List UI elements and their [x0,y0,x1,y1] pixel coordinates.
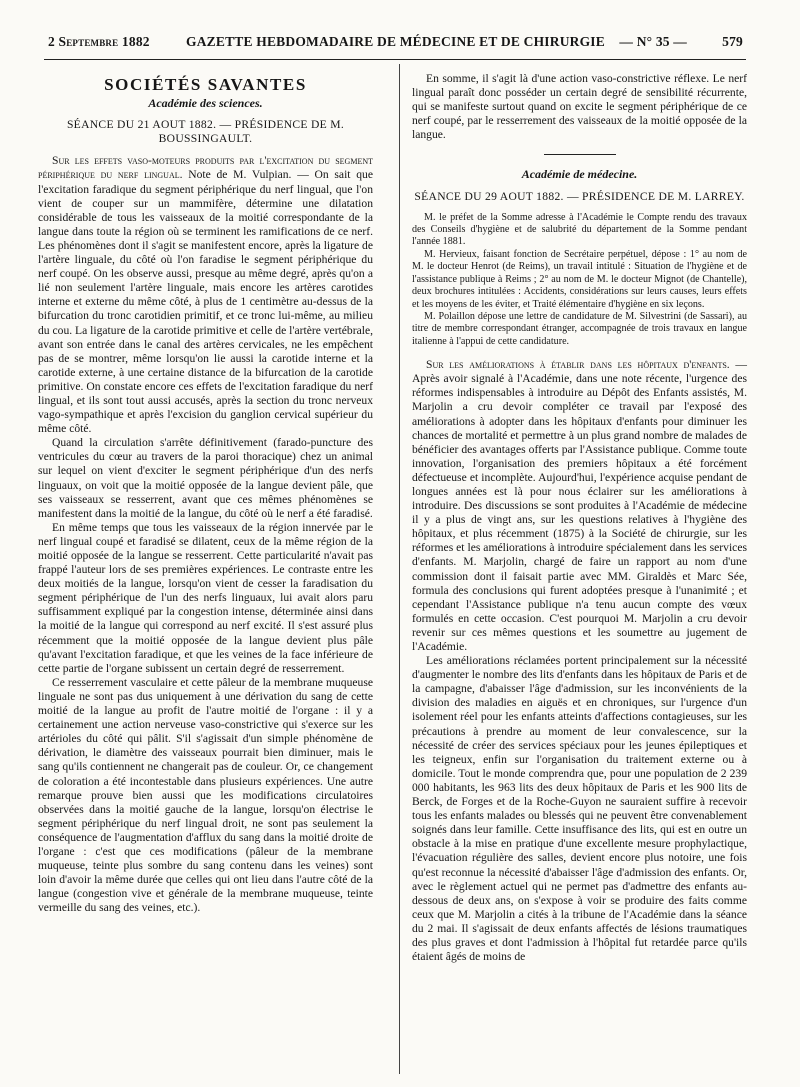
header-issue-number: — N° 35 — [619,34,687,49]
paragraph-text: — On sait que l'excitation faradique du segment périphérique du nerf lingual, que l'on vient de couper sur un mammifère, détermine une dilatation considérable de tous les vaisseaux de la moitié correspondante de la langue dans toute la région où se terminent les ramifications de ce nerf. Les phénomènes dont il s'agit se manifestent encore, après la ligature de l'artère linguale, du côté où l'on faradise le segment périphérique du nerf coupé. On les observe aussi, presque au même degré, après qu'on a lié non seulement l'artère linguale, mais encore les artères carotides interne et externe du même côté, à plus de 1 centimètre au-dessus de la bifurcation du tronc carotidien primitif, et ce tronc lui-même, au milieu du cou. La ligature de la carotide primitive et celle de l'artère vertébrale, avant son entrée dans le canal des artères cervicales, ne les empêchent pas de se montrer, même lorsqu'on lie aussi la carotide interne et la carotide externe, à une certaine distance de la bifurcation de la carotide primitive. On constate encore ces effets de l'excitation faradique du nerf lingual, et ils sont tout aussi accusés, après la section du tronc nerveux vago-sympathique et après l'excision du ganglion cervical supérieur du même côté. [38,168,373,436]
correspondence-item: M. le préfet de la Somme adresse à l'Académie le Compte rendu des travaux des Conseils d'hygiène et de salubrité du département de la Somme pendant l'année 1881. [412,211,747,248]
paragraph-text: — Après avoir signalé à l'Académie, dans une note récente, l'urgence des réformes indispensables à introduire au Dépôt des Enfants assistés, M. Marjolin a cru devoir compléter ce travail par l'exposé des améliorations à adopter dans les hôpitaux d'enfants pour diminuer les chances de mortalité et permettre à un plus grand nombre de malades de bénéficier des avantages offerts par l'Assistance publique. Comme toute innovation, l'organisation des premiers hôpitaux a été forcément défectueuse et incomplète. Aujourd'hui, l'expérience acquise pendant de longues années est là pour nous éclairer sur les améliorations à introduire. Des discussions se sont produites à l'Académie de médecine il y a plus de vingt ans, sur les questions relatives à l'hygiène des hôpitaux, et plus récemment (1875) à la Société de chirurgie, sur les réformes et les améliorations à introduire spécialement dans les services d'enfants. M. Marjolin, chargé de faire un rapport au nom d'une commission dont il faisait partie avec MM. Giraldès et Marc Sée, formula des conclusions qui furent adoptées presque à l'unanimité ; et cependant l'Assistance publique n'a tenu aucun compte des vœux formulés en cette occasion. C'est pourquoi M. Marjolin a cru devoir revenir sur ces mêmes questions et les soumettre au jugement de l'Académie. [412,358,747,653]
seance-line: SÉANCE DU 29 AOUT 1882. — PRÉSIDENCE DE M. LARREY. [414,189,745,203]
article-title: Sur les effets vaso-moteurs produits par l'excitation du segment périphérique du nerf lingual. [38,154,373,182]
article-title: Sur les améliorations à établir dans les hôpitaux d'enfants. [426,358,730,372]
header-date: 2 Septembre 1882 [48,34,150,49]
separator-rule [544,154,616,155]
correspondence-block [412,212,747,348]
society-title: Académie de médecine. [521,167,638,182]
header-rule [44,59,746,60]
left-column [38,72,373,915]
spacer [412,348,747,358]
column-divider [399,64,400,1074]
paragraph: En même temps que tous les vaisseaux de la région innervée par le nerf lingual coupé et faradisé se dilatent, ceux de la même région de la moitié opposée de la langue se resserrent. Cette particularité n'avait pas frappé l'auteur lors de ses premières expériences. Le contraste entre les deux moitiés de la langue, lorsqu'on vient de cesser la faradisation du segment périphérique de l'un des nerfs linguaux, lui avait alors paru suffisamment expliqué par la congestion intense, déterminée ainsi dans la moitié de la langue qui correspond au nerf excité. Il s'est assuré plus récemment que la moitié opposée de la langue devient plus pâle qu'avant l'excitation faradique, et que les veines de la face inférieure de cette partie de l'organe subissent un certain degré de resserrement. [38,520,373,675]
running-head [48,34,743,54]
header-journal-title: GAZETTE HEBDOMADAIRE DE MÉDECINE ET DE CHIRURGIE [186,34,605,49]
section-title: SOCIÉTÉS SAVANTES [104,75,307,94]
article-author-note: Note de M. Vulpian. [188,168,292,182]
right-column [412,72,747,964]
header-page-number: 579 [722,34,743,49]
society-title: Académie des sciences. [148,96,263,111]
paragraph: Quand la circulation s'arrête définitivement (farado-puncture des ventricules du cœur au travers de la paroi thoracique) chez un animal sur lequel on vient d'exciter le segment périphérique d'un des nerfs linguaux, on voit que la moitié opposée de la langue devient pâle, que ses vaisseaux se resserrent, avant que ces mêmes phénomènes se manifestent dans la moitié de la langue, du côté où le nerf a été faradisé. [38,436,373,520]
seance-line: SÉANCE DU 21 AOUT 1882. — PRÉSIDENCE DE M. BOUSSINGAULT. [66,118,345,146]
correspondence-item: M. Polaillon dépose une lettre de candidature de M. Silvestrini (de Sassari), au titre de membre correspondant étranger, accompagnée de trois travaux en langue italienne à l'appui de cette candidature. [412,310,747,347]
paragraph: En somme, il s'agit là d'une action vaso-constrictive réflexe. Le nerf lingual paraît donc posséder un certain degré de sensibilité récurrente, qui se manifeste surtout quand on excite le segment périphérique de ce nerf coupé, par le resserrement des vaisseaux de la moitié opposée de la langue. [412,72,747,142]
correspondence-item: M. Hervieux, faisant fonction de Secrétaire perpétuel, dépose : 1° au nom de M. le docteur Henrot (de Reims), un travail intitulé : Situation de l'hygiène et de l'assistance publique à Reims ; 2° au nom de M. le docteur Mignot (de Chantelle), deux brochures intitulées : Accidents, considérations sur leurs causes, leurs effets et les moyens de les éviter, et Traité élémentaire d'hygiène en six leçons. [412,248,747,310]
article-paragraph [38,154,373,436]
paragraph: Les améliorations réclamées portent principalement sur la nécessité d'augmenter le nombre des lits d'enfants dans les hôpitaux de Paris et de la campagne, d'abaisser l'âge d'admission, sur les inconvénients de la division des maladies en aiguës et en chroniques, sur l'urgence d'un isolement réel pour les enfants atteints d'affections contagieuses, sur les précautions à prendre au moment de leur convalescence, sur la nécessité de créer des services spéciaux pour les jeunes épileptiques et les teigneux, enfin sur l'organisation du traitement externe ou à domicile. Tout le monde comprendra que, pour une population de 2 239 000 habitants, les 963 lits des deux hôpitaux de Paris et les 900 lits de Berck, de Forges et de la Roche-Guyon ne sauraient suffire à recevoir tous les enfants malades ou blessés qui ne peuvent être convenablement soignés dans leur famille. Cette insuffisance des lits, qui est en outre un obstacle à la mise en pratique d'une excellente mesure prophylactique, l'évacuation régulière des salles, devient encore plus notoire, une fois qu'est reconnue la nécessité d'abaisser l'âge d'admission des enfants. Or, avec le règlement actuel qui ne permet pas d'admettre des enfants au-dessous de deux ans, on s'expose à voir se produire des faits comme ceux que M. Marjolin a cités à la tribune de l'Académie dans la séance du 2 mai. Il s'agissait de deux enfants affectés de lésions traumatiques des plus graves et dont l'admission à l'hôpital fut retardée parce qu'ils étaient âgés de moins de [412,654,747,964]
article-paragraph [412,358,747,654]
paragraph: Ce resserrement vasculaire et cette pâleur de la membrane muqueuse linguale ne sont pas dus uniquement à une dérivation du sang de cette moitié de la langue au profit de l'autre moitié de l'organe : il y a certainement une action nerveuse vaso-constrictive qui s'exerce sur les artérioles du côté qui pâlit. S'il s'agissait d'un simple phénomène de dérivation, le diamètre des vaisseaux pourrait bien diminuer, mais le sang qu'ils contiennent ne changerait pas de couleur. Or, ce changement de coloration a été incontestable dans plusieurs expériences. Une autre remarque prouve bien aussi que les modifications circulatoires observées dans la moitié gauche de la langue, lorsqu'on électrise le segment périphérique du nerf lingual droit, ne sont pas seulement la conséquence de l'augmentation d'afflux du sang dans la moitié droite de l'organe : c'est que ces modifications (pâleur de la membrane muqueuse, teinte plus sombre du sang contenu dans les veines) sont loin d'avoir la même durée que celles qui ont lieu dans l'autre côté de la langue (congestion vive et générale de la membrane muqueuse, teinte vermeille du sang des veines, etc.). [38,675,373,915]
